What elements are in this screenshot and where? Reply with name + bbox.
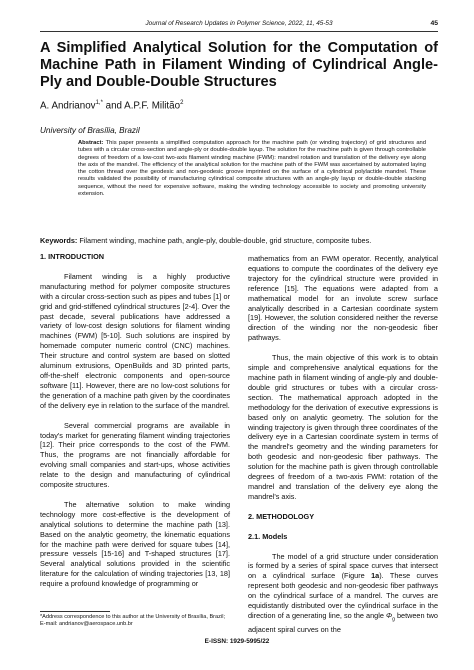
footnote-rule: [40, 611, 110, 612]
right-column: [248, 254, 438, 645]
author-1-marker: 1,*: [95, 100, 103, 106]
models-text-a: The model of a grid structure under consideration is formed by a series of spiral space curves that intersect on a cylindrical surface (Figure: [248, 551, 438, 581]
figure-reference[interactable]: 1a: [371, 571, 380, 581]
models-paragraph: [248, 552, 438, 636]
phi-symbol: $\Phi_g$: [385, 611, 395, 623]
author-2: and A.P.F. Militão: [102, 100, 181, 112]
intro-paragraph-3-continued: mathematics from an FWM operator. Recently, analytical equations to compute the coordinates of the delivery eye trajectory for the cylindrical structure were provided in reference [15]. The equations were adapted from a mathematical model for an involute screw surface analytically described in a Cartesian coordinate system [19]. However, the solution considered neither the reverse direction of the winding nor the non-geodesic fiber pathways.: [248, 254, 438, 343]
author-2-marker: 2: [180, 100, 184, 106]
intro-paragraph-3: The alternative solution to make winding technology more cost-effective is the development of analytical solutions to determine the machine path [13]. Based on the analytic geometry, the kinematic equations for the machine path were derived for square tubes [14], pressure vessels [15-16] and T-shaped structures [17]. Several analytical solutions provided in the scientific literature for the calculation of winding trajectories [13, 18] require a profound knowledge of programming or: [40, 499, 230, 589]
models-text-c: between two adjacent spiral curves on the: [248, 611, 438, 635]
section-heading-introduction: 1. INTRODUCTION: [40, 252, 105, 261]
correspondence-footnote: [40, 614, 240, 628]
intro-paragraph-1: Filament winding is a highly productive manufacturing method for polymer composite structures with a circular cross-section such as pipes and tubes [1] or grid and grid-stiffened cylindrical structures [2-4]. Over the past decade, several publications have addressed a variety of low-cost design solutions for filament winding machines (FWM) [5-10]. Such solutions are inspired by homemade computer numeric control (CNC) machines. Their structure and control system are based on slotted aluminum extrusions, OpenBuilds and 3D printed parts, off-the-shelf electronic components and open-source software [11]. However, there are no low-cost solutions for the generation of a machine path given by the coordinates of the delivery eye in relation to the surface of the mandrel.: [40, 271, 230, 410]
left-column: [40, 252, 230, 599]
abstract: [78, 140, 426, 198]
abstract-text: This paper presents a simplified computation approach for the machine path (or winding trajectory) of grid structures and tubes with a circular cross-section and angle-ply or double-double layup. The solution for the machine path is given through controllable degrees of freedom of a low-cost two-axis filament winding machine (FWM): mandrel rotation and translation of the delivery eye along the axis of the mandrel. The efficiency of the analytical solution for the machine path of the FWM was ascertained by automated laying the cotton thread over the geodesic and non-geodesic groove imprinted on the surface of a cylindrical polylactide mandrel. These results validated the possibility of manufacturing cylindrical composite structures with an angle-ply layup or double-double stacking sequence, without the need for expensive software, making the winding technology accessible to society and promoting university extension.: [78, 140, 426, 197]
objective-paragraph: Thus, the main objective of this work is to obtain simple and comprehensive analytical equations for the machine path in filament winding of angle-ply and double-double grid structures or tubes with a circular cross-section. The mathematical approach adopted in the methodology for the derivation of executive expressions is based only on analytic geometry. The solution for the winding trajectory is given through three coordinates of the delivery eye in a Cartesian coordinate system in terms of the mandrel's geometry and the winding parameters for both geodesic and non-geodesic fiber pathways. The solution for the machine path is given through controllable degrees of freedom of a two-axis FWM: rotation of the mandrel and translation of the delivery eye along the mandrel's axis.: [248, 353, 438, 501]
keywords-text: Filament winding, machine path, angle-ply, double-double, grid structure, composite tubes.: [77, 236, 372, 245]
subsection-heading-models: 2.1. Models: [248, 531, 288, 541]
keywords: [40, 236, 438, 245]
article-title: A Simplified Analytical Solution for the Computation of Machine Path in Filament Winding of Cylindrical Angle-Ply and Double-Double Structures: [40, 40, 438, 90]
models-text-b: ). These curves represent both geodesic and non-geodesic fiber pathways on the cylindrical surface of a mandrel. The curves are equidistantly distributed over the cylindrical surface in the direction of a generating line, so the angle: [248, 571, 439, 620]
section-heading-methodology: 2. METHODOLOGY: [248, 511, 315, 521]
authors: [40, 100, 183, 111]
intro-paragraph-2: Several commercial programs are available in today's market for generating filament winding trajectories [12]. Their price corresponds to the cost of the FWM. Thus, the programs are not financially affordable for evolving small companies and start-ups, whose activities relate to the design and manufacturing of cylindrical composite structures.: [40, 420, 230, 490]
author-1: A. Andrianov: [40, 100, 96, 112]
affiliation: University of Brasília, Brazil: [40, 126, 140, 135]
page-number: 45: [430, 20, 438, 27]
eissn: E-ISSN: 1929-5995/22: [204, 638, 270, 645]
journal-citation: Journal of Research Updates in Polymer Science, 2022, 11, 45-53: [145, 20, 333, 27]
abstract-label: Abstract:: [78, 140, 104, 146]
header-rule: [40, 31, 438, 32]
footnote-email[interactable]: E-mail: andrianov@aerospace.unb.br: [40, 621, 133, 627]
keywords-label: Keywords:: [40, 236, 78, 245]
footnote-address: *Address correspondence to this author at the University of Brasília, Brazil;: [40, 614, 225, 620]
